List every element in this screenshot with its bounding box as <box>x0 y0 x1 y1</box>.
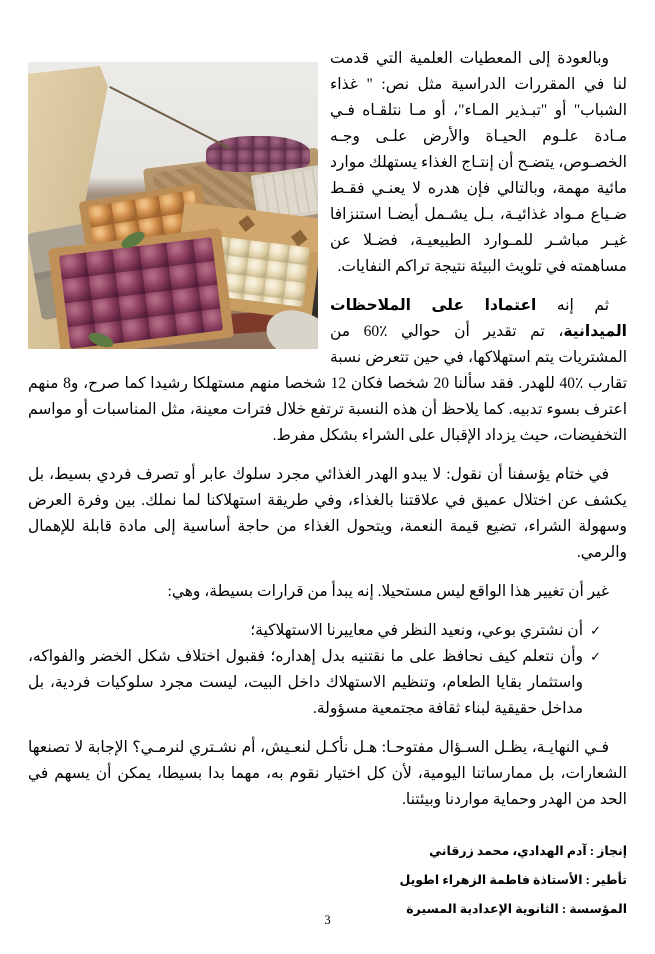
paragraph-conclusion: في ختام يؤسفنا أن نقول: لا يبدو الهدر الغذائي مجرد سلوك عابر أو تصرف فردي بسيط، بل يكشف عن اختلال عميق في علاقتنا بالغذاء، وفي طريقة استهلاكنا لما نملك. بين وفرة العرض وسهولة الشراء، تضيع قيمة النعمة، ويتحول الغذاء من حاجة أساسية إلى مادة قابلة للإهمال والرمي. <box>28 466 627 561</box>
market-photo <box>28 62 318 349</box>
tent-rope <box>109 86 230 149</box>
purple-onion-pile <box>206 136 310 172</box>
list-item-text: وأن نتعلم كيف نحافظ على ما نقتنيه بدل إهداره؛ فقبول اختلاف شكل الخضر والفواكه، واستثمار بقايا الطعام، وتنظيم الاستهلاك داخل البيت، ليست مجرد سلوكيات فردية، بل مداخل حقيقية لبناء ثقافة مجتمعية مسؤولة. <box>28 648 583 717</box>
checkmark-icon: ✓ <box>590 624 601 639</box>
paragraph-2-rest: ، تم تقدير أن حوالي ٪60 من المشتريات يتم استهلاكها، في حين تتعرض نسبة تقارب ٪40 للهدر. فقد سألنا 20 شخصا فكان 12 شخصا منهم مستهلكا رشيدا كما صرح، و8 منهم اعترف بسوء تدبيه. كما يلاحظ أن هذه النسبة ترتفع خلال فترات معينة، مثل المناسبات أو مواسم التخفيضات، حيث يزداد الإقبال على الشراء بشكل مفرط. <box>28 323 628 444</box>
list-item-buy-consciously <box>28 618 601 644</box>
checklist <box>28 618 601 722</box>
red-onions <box>59 237 223 349</box>
paragraph-final-question: فـي النهايـة، يظـل السـؤال مفتوحـا: هـل نأكـل لنعـيش، أم نشـتري لنرمـي؟ الإجابة لا تصنعها الشعارات، بل ممارساتنا اليومية، لأن كل اختيار نقوم به، مهما بدا بسيطا، يمكن أن يسهم في الحد من الهدر وحماية مواردنا وبيئتنا. <box>28 739 627 808</box>
credits-block <box>28 843 627 917</box>
list-item-preserve-food <box>28 644 601 722</box>
paragraph-science-data: وبالعودة إلى المعطيات العلمية التي قدمت لنا في المقررات الدراسية مثل نص: " غذاء الشباب" أو "تبـذير المـاء"، أو مـا نتلقـاه فـي مـادة علـوم الحيـاة والأرض علـى وجـه الخصـوص، يتضـح أن إنتـاج الغذاء يستهلك موارد مائية مهمة، وبالتالي فإن هدره لا يعنـي فقـط ضـياع مـواد غذائيـة، بـل يشـمل أيضـا استنزافا غيـر مباشـر للمـوارد الطبيعيـة، فضـلا عن مساهمته في تلويث البيئة نتيجة تراكم النفايات. <box>330 50 627 275</box>
paragraph-simple-decisions: غير أن تغيير هذا الواقع ليس مستحيلا. إنه يبدأ من قرارات بسيطة، وهي: <box>167 583 609 600</box>
credit-supervision: تأطير : الأستاذة فاطمة الزهراء اطويل <box>399 873 627 887</box>
article <box>28 46 627 930</box>
credit-realisation: إنجاز : آدم الهدادي، محمد زرقاني <box>429 844 627 858</box>
list-item-text: أن نشتري بوعي، ونعيد النظر في معاييرنا الاستهلاكية؛ <box>250 622 583 639</box>
credit-institution: المؤسسة : الثانوية الإعدادية المسيرة <box>406 902 627 916</box>
red-onion-box <box>48 228 234 349</box>
checkmark-icon: ✓ <box>590 650 601 665</box>
paragraph-2-prefix: ثم إنه <box>536 297 610 314</box>
page-number: 3 <box>324 913 331 927</box>
bold-phrase-field-observations: اعتمادا على الملاحظات الميدانية <box>330 297 627 340</box>
